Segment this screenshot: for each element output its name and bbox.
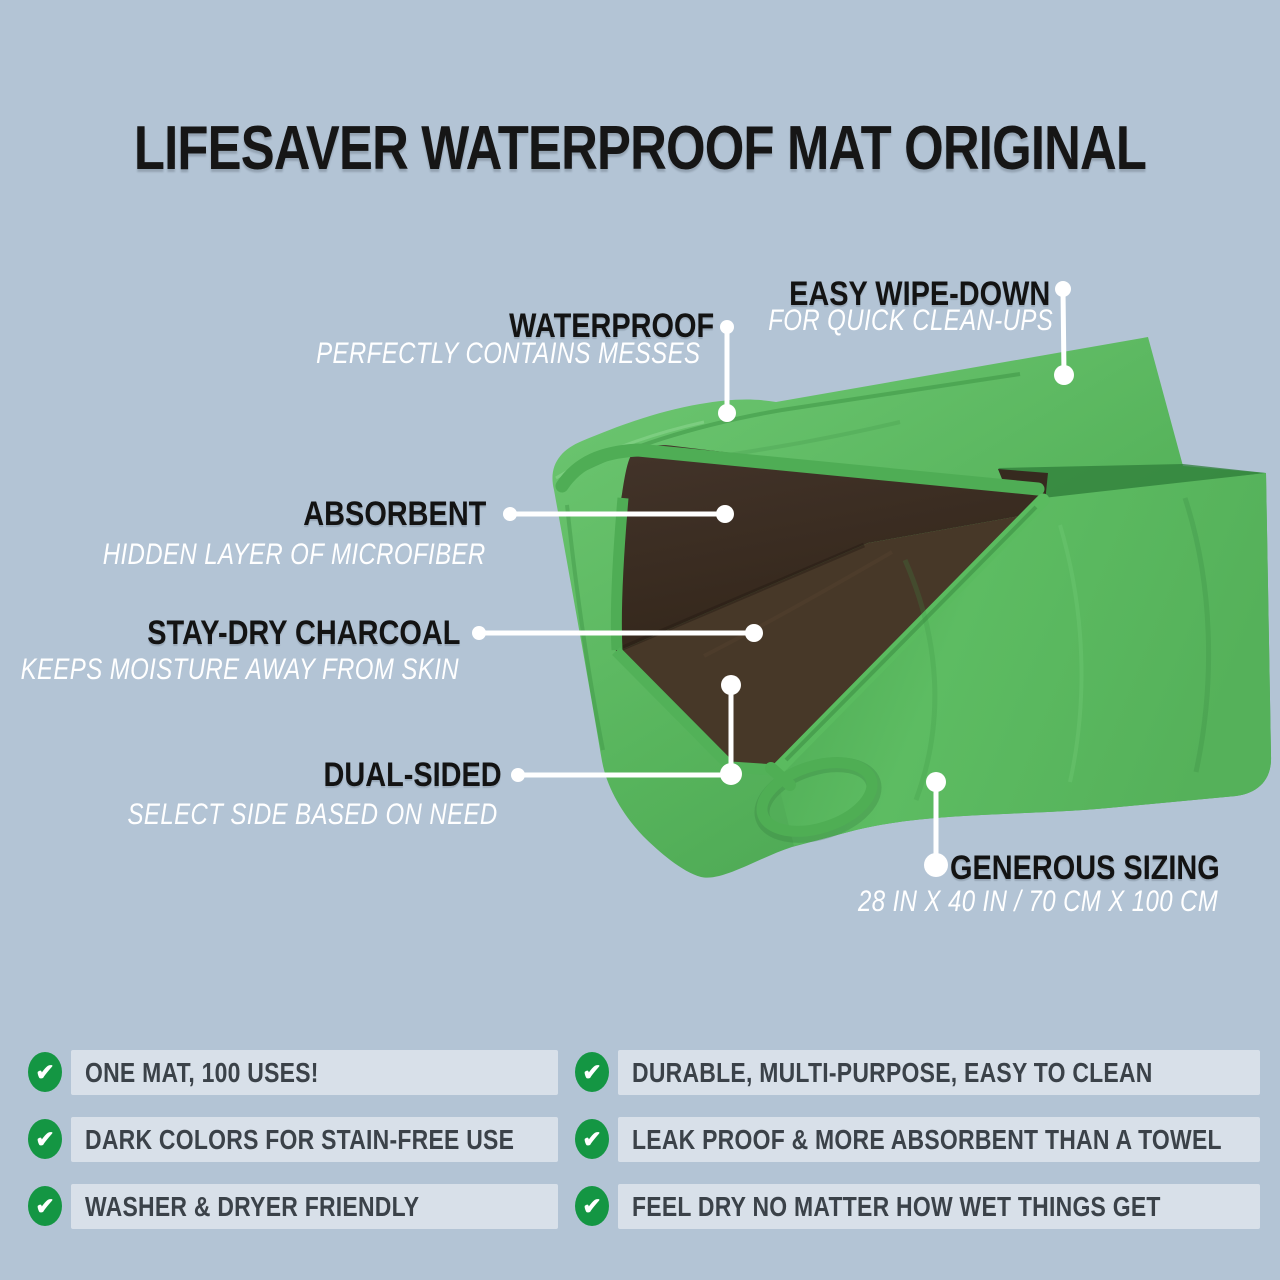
callout-subtitle-stay-dry-charcoal: KEEPS MOISTURE AWAY FROM SKIN	[20, 653, 459, 686]
callout-dot	[511, 768, 525, 782]
callout-dot	[926, 772, 946, 792]
callout-subtitle-waterproof: PERFECTLY CONTAINS MESSES	[315, 337, 700, 370]
callout-subtitle-generous-sizing: 28 IN X 40 IN / 70 CM X 100 CM	[857, 885, 1218, 918]
callout-subtitle-easy-wipe-down: FOR QUICK CLEAN-UPS	[768, 304, 1053, 337]
feature-bar	[618, 1050, 1260, 1095]
callout-label-absorbent: ABSORBENT	[302, 495, 486, 533]
callout-dot	[718, 404, 736, 422]
callout-dot	[745, 624, 763, 642]
callout-line-easy-wipe-down	[1063, 290, 1064, 374]
waterproof-mat-photo	[552, 337, 1271, 878]
feature-text: WASHER & DRYER FRIENDLY	[85, 1191, 420, 1222]
check-icon: ✔	[28, 1119, 62, 1159]
feature-text: LEAK PROOF & MORE ABSORBENT THAN A TOWEL	[632, 1124, 1222, 1155]
callout-dot	[1054, 365, 1074, 385]
callout-dot	[720, 763, 742, 785]
callout-subtitle-absorbent: HIDDEN LAYER OF MICROFIBER	[103, 538, 486, 571]
feature-bar	[71, 1117, 558, 1162]
callout-subtitle-dual-sided: SELECT SIDE BASED ON NEED	[127, 798, 498, 831]
callout-dot	[472, 626, 486, 640]
callout-dot	[721, 675, 741, 695]
callout-dot	[924, 853, 948, 877]
callout-label-easy-wipe-down: EASY WIPE-DOWN	[788, 275, 1050, 313]
feature-bar	[618, 1184, 1260, 1229]
page-title: LIFESAVER WATERPROOF MAT ORIGINAL	[133, 114, 1147, 183]
check-icon: ✔	[575, 1186, 609, 1226]
check-icon: ✔	[28, 1186, 62, 1226]
feature-bar	[71, 1184, 558, 1229]
callout-dot	[716, 505, 734, 523]
callout-dot	[720, 320, 734, 334]
check-icon: ✔	[575, 1119, 609, 1159]
callout-label-waterproof: WATERPROOF	[509, 307, 714, 345]
check-icon: ✔	[575, 1052, 609, 1092]
callout-dot	[1055, 281, 1071, 297]
feature-text: FEEL DRY NO MATTER HOW WET THINGS GET	[632, 1191, 1161, 1222]
callout-label-generous-sizing: GENEROUS SIZING	[950, 849, 1220, 887]
callout-label-stay-dry-charcoal: STAY-DRY CHARCOAL	[146, 614, 460, 652]
feature-text: ONE MAT, 100 USES!	[85, 1057, 319, 1088]
feature-text: DURABLE, MULTI-PURPOSE, EASY TO CLEAN	[632, 1057, 1153, 1088]
check-icon: ✔	[28, 1052, 62, 1092]
callout-dot	[503, 507, 517, 521]
feature-bar	[71, 1050, 558, 1095]
feature-bar	[618, 1117, 1260, 1162]
callout-label-dual-sided: DUAL-SIDED	[323, 756, 502, 794]
feature-text: DARK COLORS FOR STAIN-FREE USE	[85, 1124, 515, 1155]
